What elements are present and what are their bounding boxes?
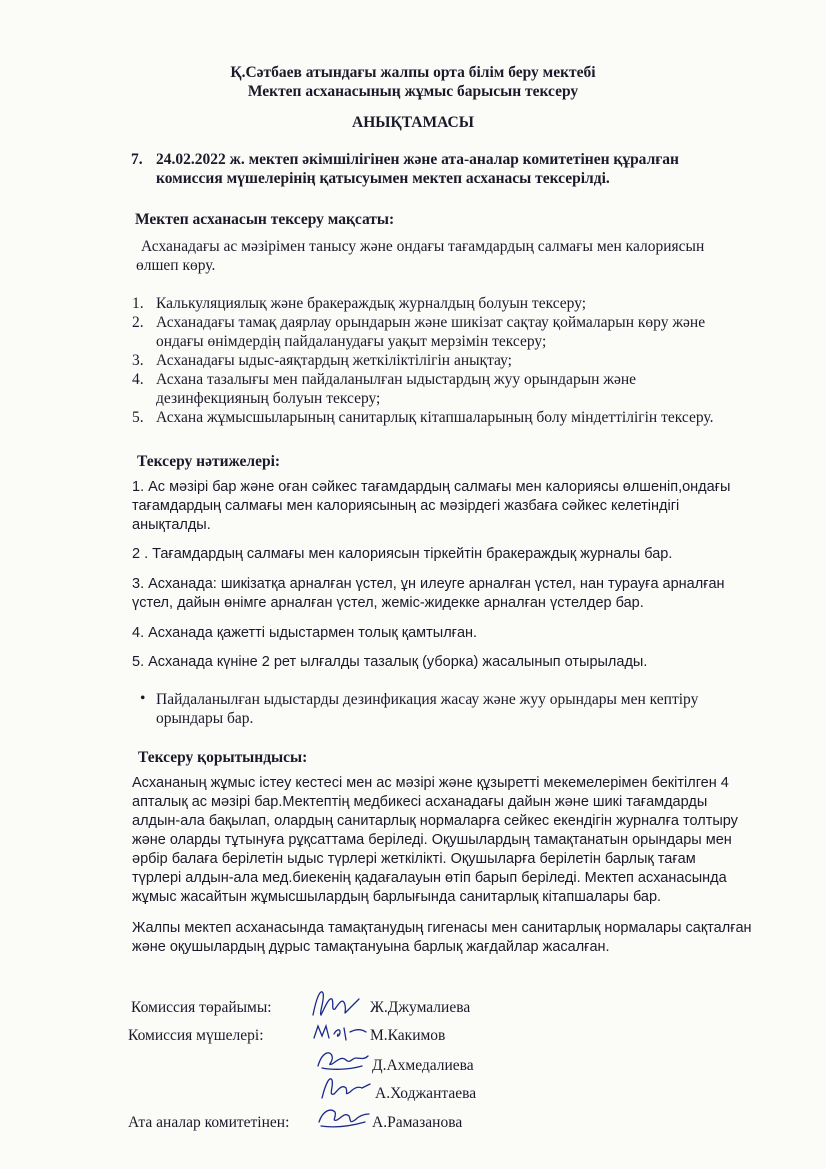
member-name: Д.Ахмедалиева — [372, 1057, 474, 1074]
intro-line-2: комиссия мүшелерінің қатысуымен мектеп асханасы тексерілді. — [156, 170, 610, 187]
results-bullet-item: Пайдаланылған ыдыстарды дезинфикация жасау және жуу орындары мен кептіру орындары бар. — [156, 691, 699, 727]
list-item: 2. Асханадағы тамақ даярлау орындарын және шикізат сақтау қоймаларын көру және — [132, 314, 706, 331]
results-paragraph-2: 2 . Тағамдардың салмағы мен калориясын тіркейтін бракераждық журналы бар. — [132, 546, 673, 562]
chair-name: Ж.Джумалиева — [370, 999, 471, 1016]
signature-member-kakimov-icon — [310, 1018, 370, 1048]
parents-committee-name: А.Рамазанова — [372, 1114, 463, 1131]
member-name: М.Какимов — [370, 1027, 446, 1044]
list-item: 3. Асханадағы ыдыс-аяқтардың жеткіліктілігін анықтау; — [132, 352, 512, 369]
list-item: 1. Калькуляциялық және бракераждық журналдың болуын тексеру; — [132, 295, 587, 312]
list-item-continuation: дезинфекцияның болуын тексеру; — [156, 390, 381, 407]
list-item-continuation: ондағы өнімдердің пайдаланудағы уақыт мерзімін тексеру; — [156, 333, 547, 350]
member-name: А.Ходжантаева — [375, 1085, 477, 1102]
purpose-line-1: Асханадағы ас мәзірімен танысу және ондағы тағамдардың салмағы мен калориясын — [141, 238, 705, 255]
signature-parents-committee-icon — [313, 1102, 373, 1132]
members-label: Комиссия мүшелері: — [128, 1027, 264, 1044]
conclusion-paragraph-2: Жалпы мектеп асханасында тамақтанудың гигенасы мен санитарлық нормалары сақталған және оқушылардың дұрыс тамақтануына барлық жағдайлар жасалған. — [132, 920, 752, 955]
bullet-icon: • — [140, 690, 146, 707]
school-name: Қ.Сәтбаев атындағы жалпы орта білім беру мектебі — [230, 64, 596, 81]
purpose-heading: Мектеп асханасын тексеру мақсаты: — [135, 211, 395, 228]
chair-label: Комиссия төрайымы: — [131, 999, 272, 1016]
results-paragraph-4: 4. Асханада қажетті ыдыстармен толық қамтылған. — [132, 625, 478, 641]
results-paragraph-5: 5. Асханада күніне 2 рет ылғалды тазалық (уборка) жасалынып отырылады. — [132, 654, 648, 670]
intro-number: 7. — [131, 151, 143, 168]
signature-member-khodzhantaeva-icon — [316, 1072, 376, 1104]
list-item: 5. Асхана жұмысшыларының санитарлық кітапшаларының болу міндеттілігін тексеру. — [132, 409, 714, 426]
document-type-title: АНЫҚТАМАСЫ — [352, 114, 474, 131]
results-paragraph-3: 3. Асханада: шикізатқа арналған үстел, ұн илеуге арналған үстел, нан турауға арналған үстел, дайын өнімге арналған үстел, жеміс-жидекке арналған үстелдер бар. — [132, 576, 725, 611]
document-subject: Мектеп асханасының жұмыс барысын тексеру — [247, 83, 579, 100]
conclusion-paragraph-1: Асхананың жұмыс істеу кестесі мен ас мәзірі және құзыретті мекемелерімен бекітілген 4 апталық ас мәзірі бар.Мектептің медбикесі асханадағы дайын және шикі тағамдарды алдын-ала бақылап, олардың санитарлық нормаларға сейкес екендігін журналға толтыру және оларды тұтынуға рұқсаттама беріледі. Оқушылардың тамақтанатын орындары мен әрбір балаға берілетін ыдыс түрлері жеткілікті. Оқушыларға берілетін барлық тағам түрлері алдын-ала мед.биекенің қадағалауын өтіп барып беріледі. Мектеп асханасында жұмыс жасайтын жұмысшылардың барлығында санитарлық кітапшалары бар. — [132, 775, 738, 905]
parents-committee-label: Ата аналар комитетінен: — [128, 1114, 290, 1131]
tasks-list — [132, 294, 792, 427]
intro-line-1: 24.02.2022 ж. мектеп әкімшілігінен және ата-аналар комитетінен құралған — [156, 151, 679, 168]
conclusion-heading: Тексеру қорытындысы: — [138, 749, 308, 766]
list-item: 4. Асхана тазалығы мен пайдаланылған ыдыстардың жуу орындарын және — [132, 371, 637, 388]
results-heading: Тексеру нәтижелері: — [137, 453, 281, 470]
results-paragraph-1: 1. Ас мәзірі бар және оған сәйкес тағамдардың салмағы мен калориясы өлшеніп,ондағы тағамдардың салмағы мен калориясының ас мәзірдегі жазбаға сәйкес келетіндігі анықталды. — [132, 479, 731, 533]
purpose-line-2: өлшеп көру. — [136, 257, 216, 274]
